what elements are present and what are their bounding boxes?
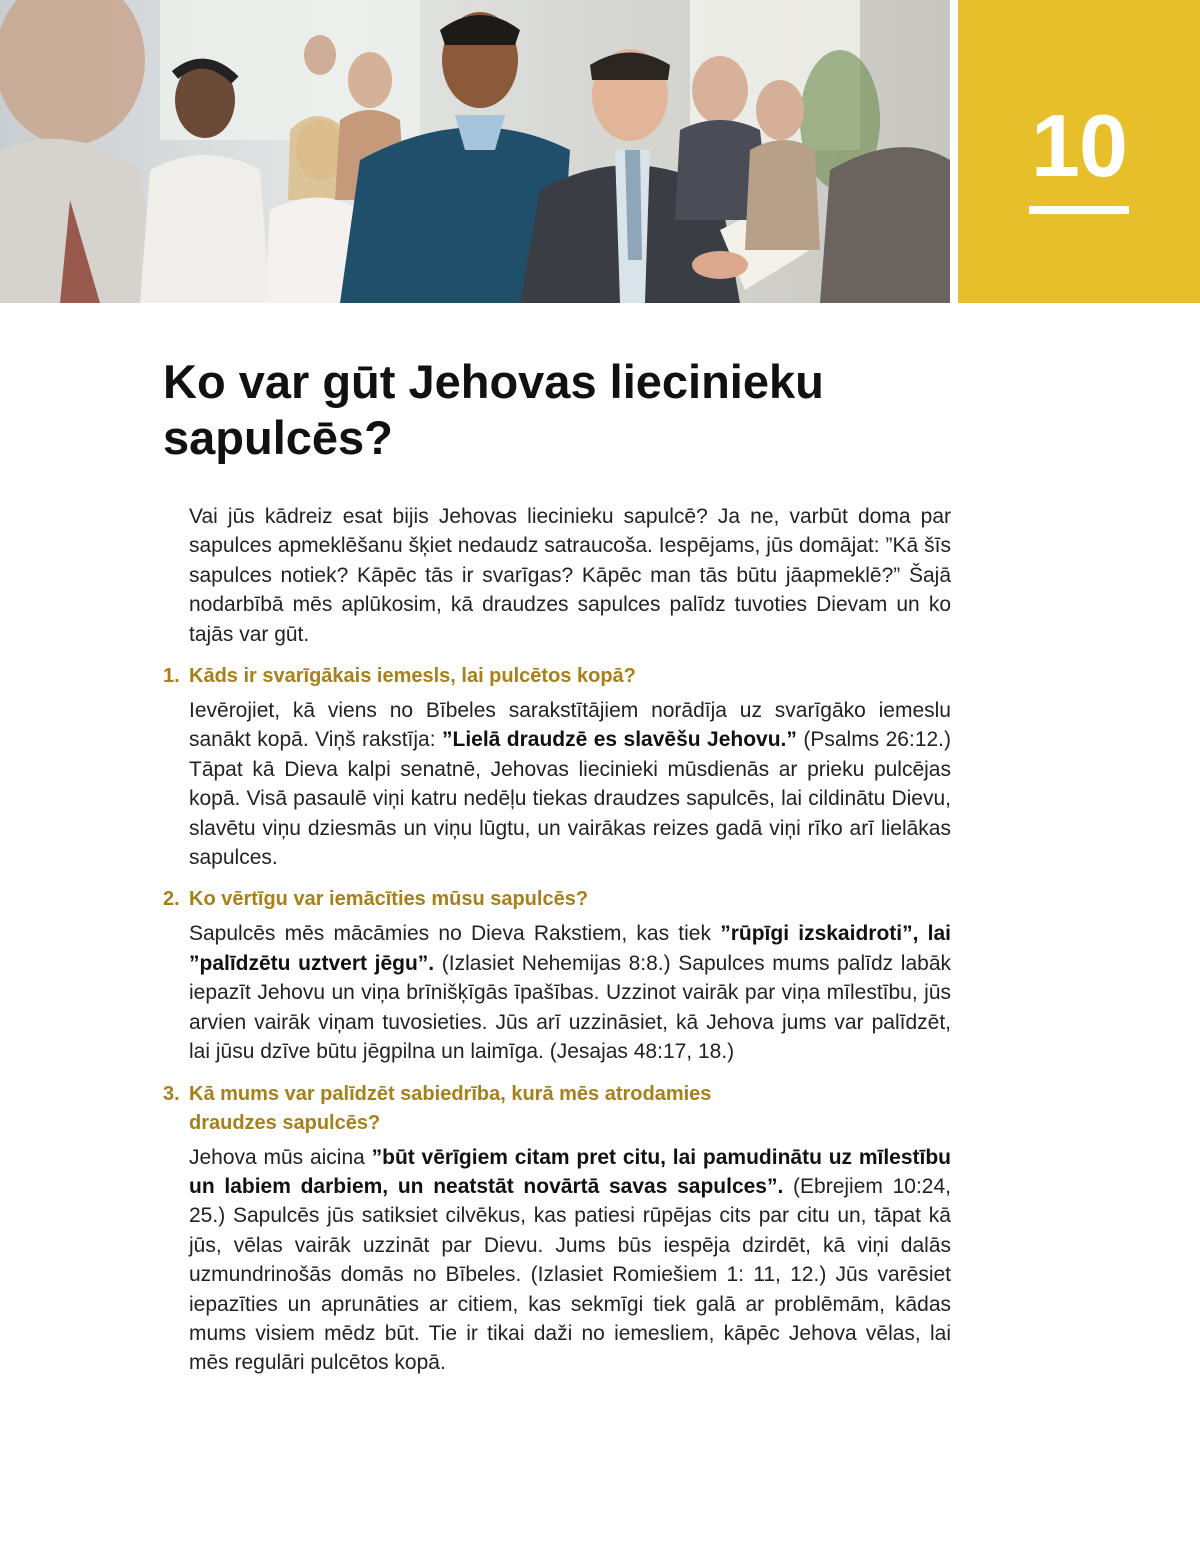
scripture-quote: ”būt vērīgiem citam pret citu, lai pamudinātu uz mīlestību un labiem darbiem, un neatstāt novārtā savas sapulces”. <box>189 1145 951 1198</box>
header-photo <box>0 0 950 303</box>
lesson-number-box <box>958 0 1200 303</box>
question-text: Ko vērtīgu var iemācīties mūsu sapulcēs? <box>189 888 589 911</box>
congregation-meeting-photo-icon <box>0 0 950 303</box>
scripture-quote: ”Lielā draudzē es slavēšu Jehovu.” <box>442 728 797 752</box>
answer-text: (Ebrejiem 10:24, 25.) Sapulcēs jūs satiksiet cilvēkus, kas patiesi rūpējas cits par citu un, tāpat kā jūs, vēlas vairāk uzzināt par Dievu. Jums būs iespēja dzirdēt, kā viņi dalās uzmundrinošās domās no Bībeles. (Izlasiet Romiešiem 1: 11, 12.) Jūs varēsiet iepazīties un aprunāties ar citiem, kas sekmīgi tiek galā ar problēmām, kādas mums visiem mēdz būt. Tie ir tikai daži no iemesliem, kāpēc Jehova vēlas, lai mēs regulāri pulcētos kopā. <box>189 1174 951 1375</box>
lesson-number-underline <box>1029 206 1129 214</box>
question-2 <box>163 885 963 914</box>
question-number: 1. <box>163 665 180 688</box>
answer-text: (Psalms 26:12.) Tāpat kā Dieva kalpi senatnē, Jehovas liecinieki mūsdienās ar prieku pulcējas kopā. Visā pasaulē viņi katru nedēļu tiekas draudzes sapulcēs, lai cildinātu Dievu, slavētu viņu dziesmās un viņu lūgtu, un vairākas reizes gadā viņi rīko arī lielākas sapulces. <box>189 728 952 870</box>
answer-text: Sapulcēs mēs mācāmies no Dieva Rakstiem, kas tiek <box>189 922 721 946</box>
answer-paragraph-3 <box>189 1143 951 1378</box>
intro-paragraph: Vai jūs kādreiz esat bijis Jehovas liecinieku sapulcē? Ja ne, varbūt doma par sapulces apmeklēšanu šķiet nedaudz satraucoša. Iespējams, jūs domājat: ”Kā šīs sapulces notiek? Kāpēc tās ir svarīgas? Kāpēc man tās būtu jāapmeklē?” Šajā nodarbībā mēs aplūkosim, kā draudzes sapulces palīdz tuvoties Dievam un ko tajās var gūt. <box>189 505 951 646</box>
question-text: Kā mums var palīdzēt sabiedrība, kurā mēs atrodamies draudzes sapulcēs? <box>189 1082 712 1134</box>
scripture-quote: ”rūpīgi izskaidroti”, lai ”palīdzētu uztvert jēgu”. <box>189 922 951 975</box>
answer-text: Jehova mūs aicina <box>189 1145 372 1169</box>
question-number: 2. <box>163 888 180 911</box>
article-body <box>163 502 963 1378</box>
answer-text: Ievērojiet, kā viens no Bībeles sarakstītājiem norādīja uz svarīgāko iemeslu sanākt kopā. Viņš rakstīja: <box>189 699 951 752</box>
question-3 <box>163 1080 963 1138</box>
answer-paragraph-2 <box>189 919 951 1066</box>
question-1 <box>163 662 963 691</box>
question-number: 3. <box>163 1082 180 1105</box>
answer-paragraph-1 <box>189 696 951 872</box>
lesson-number: 10 <box>1031 96 1127 195</box>
question-text: Kāds ir svarīgākais iemesls, lai pulcētos kopā? <box>189 665 636 688</box>
page-title: Ko var gūt Jehovas liecinieku sapulcēs? <box>163 355 824 464</box>
answer-text: (Izlasiet Nehemijas 8:8.) Sapulces mums palīdz labāk iepazīt Jehovu un viņa brīnišķīgās īpašības. Uzzinot vairāk par viņa mīlestību, jūs arvien vairāk viņam tuvosieties. Jūs arī uzzināsiet, kā Jehova jums var palīdzēt, lai jūsu dzīve būtu jēgpilna un laimīga. (Jesajas 48:17, 18.) <box>189 951 951 1064</box>
